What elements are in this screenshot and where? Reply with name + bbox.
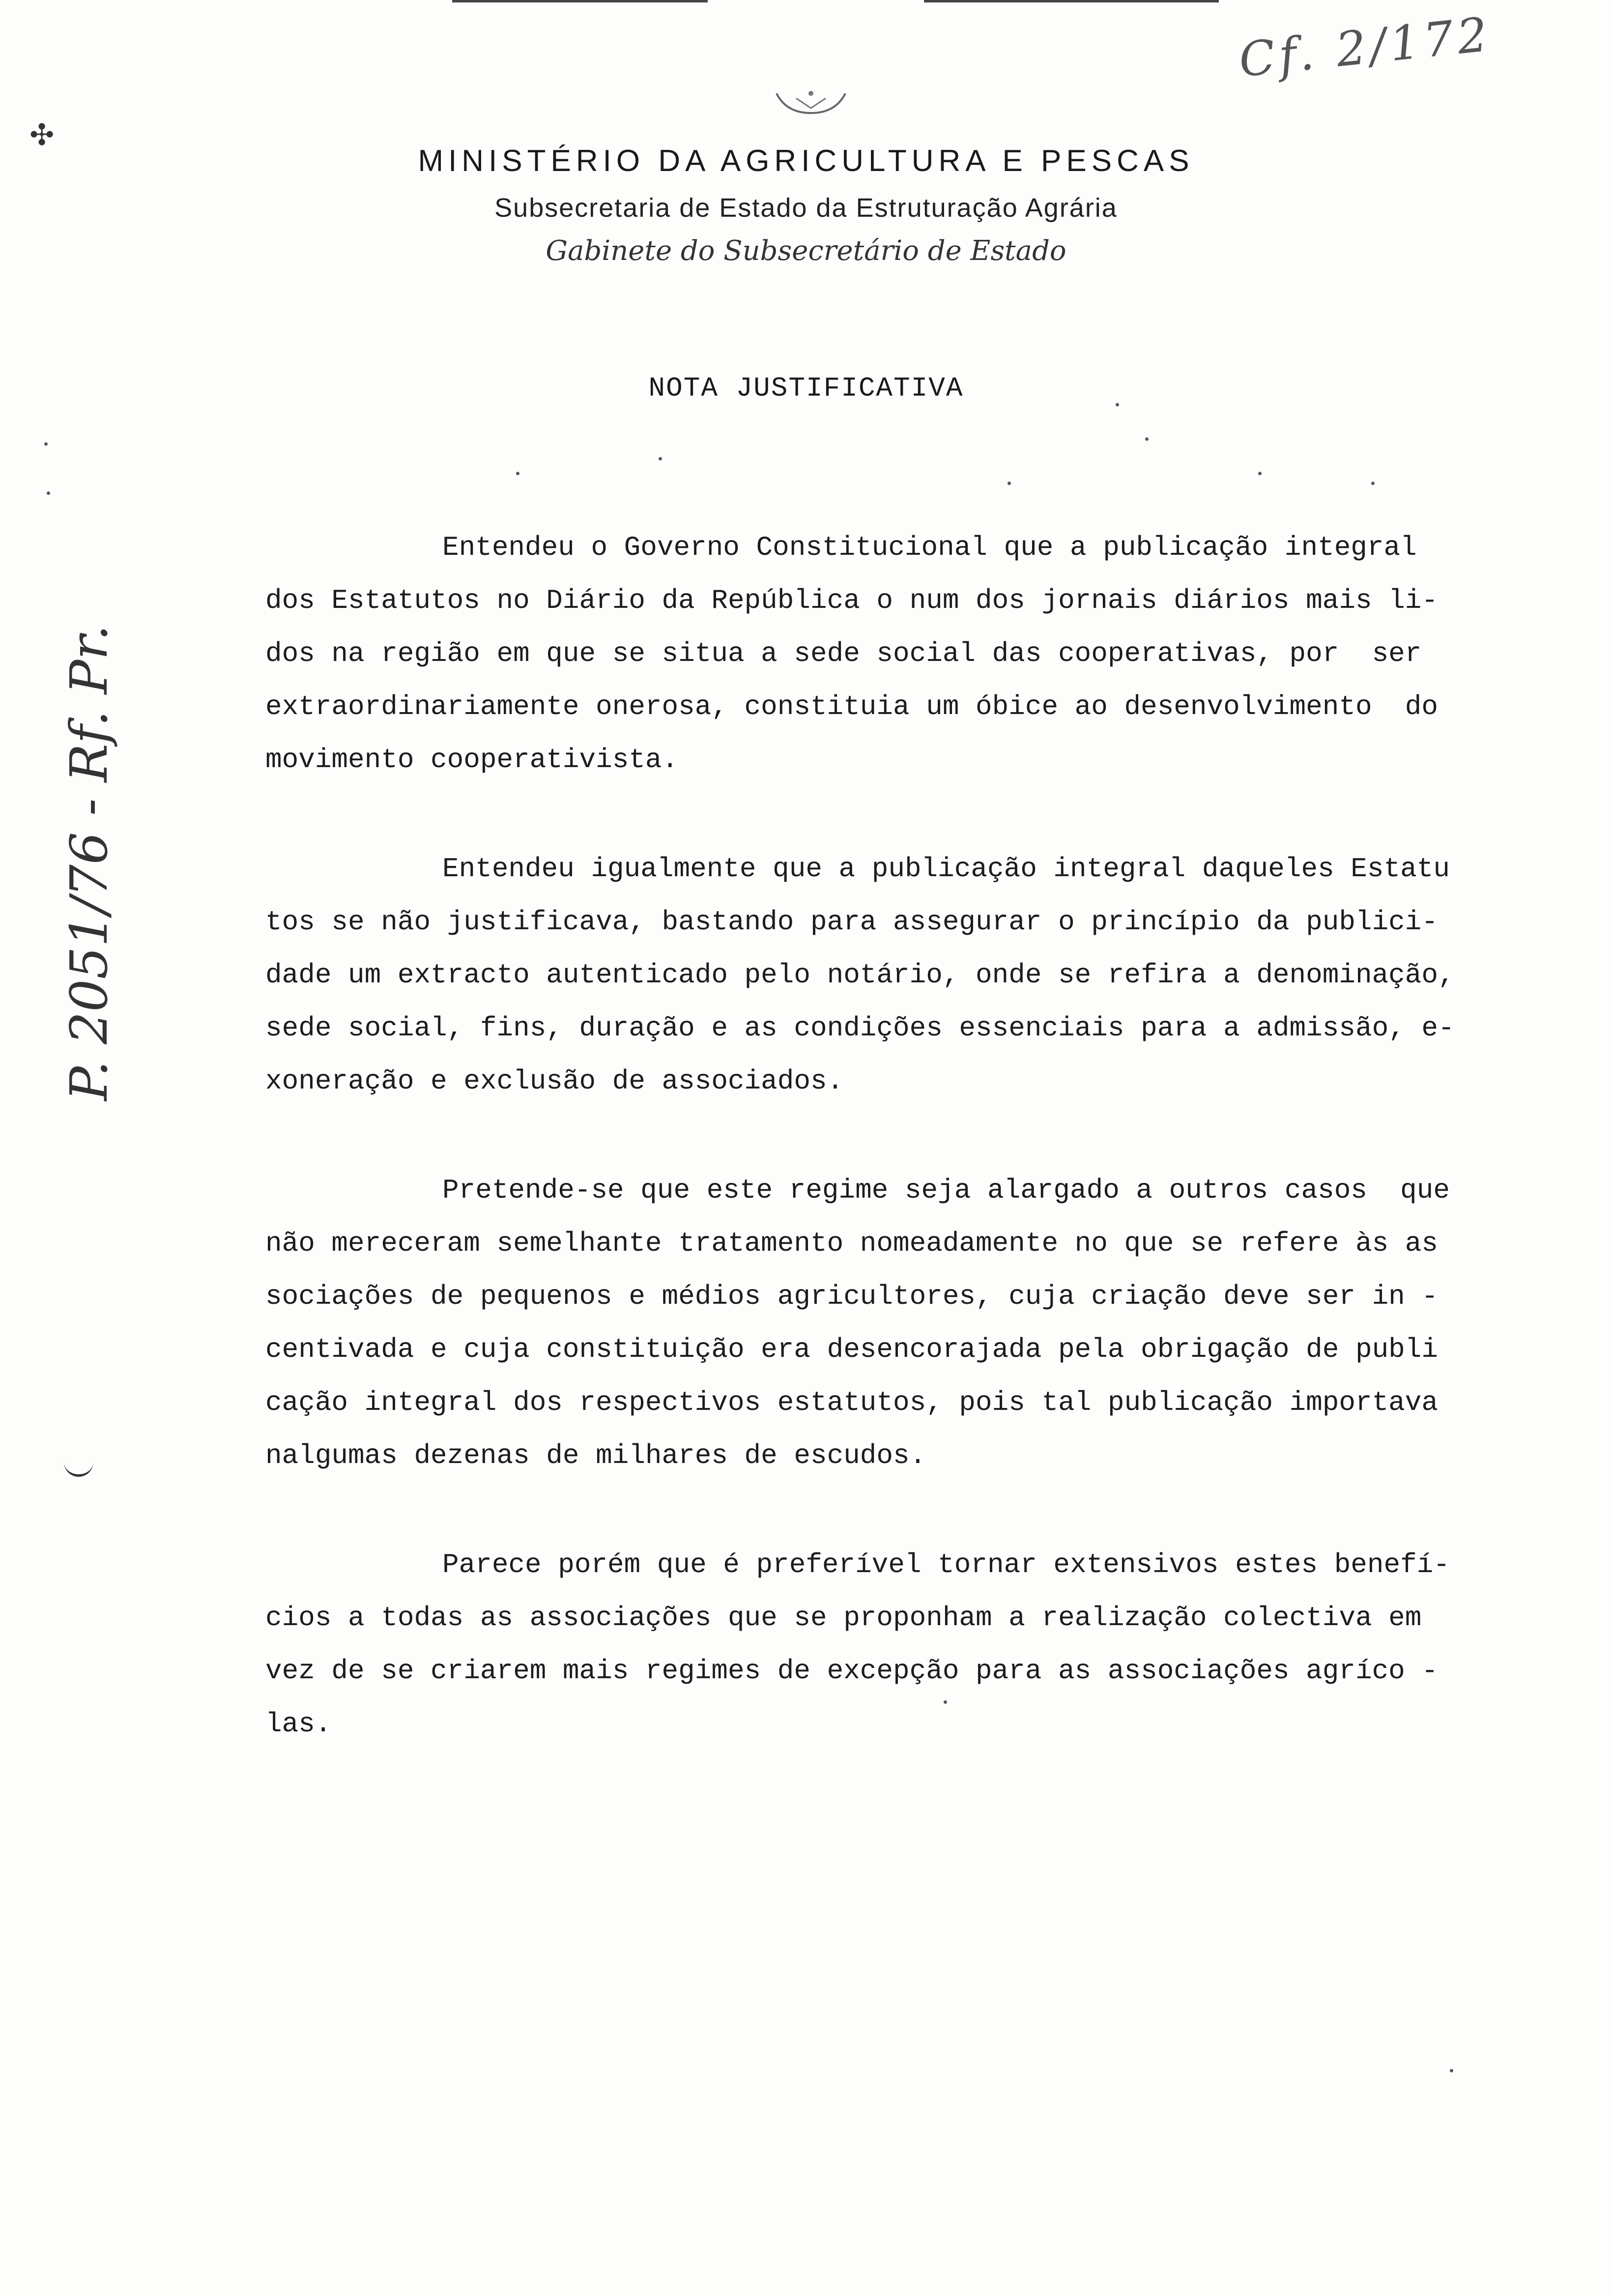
paragraph-line: Entendeu o Governo Constitucional que a publicação integral xyxy=(442,532,1417,563)
scan-artifact-line xyxy=(452,0,708,2)
paragraph-line: Pretende-se que este regime seja alargado a outros casos que xyxy=(442,1175,1450,1206)
paragraph-line: não mereceram semelhante tratamento nomeadamente no que se refere às as xyxy=(265,1228,1438,1259)
paragraph-line: vez de se criarem mais regimes de excepção para as associações agríco - xyxy=(265,1655,1438,1687)
paragraph-line: centivada e cuja constituição era desencorajada pela obrigação de publi xyxy=(265,1334,1438,1365)
paragraph-line: xoneração e exclusão de associados. xyxy=(265,1065,844,1097)
scan-speck xyxy=(1450,2069,1453,2072)
scan-speck xyxy=(659,457,662,460)
scan-speck xyxy=(1258,472,1262,475)
gabinete-heading: Gabinete do Subsecretário de Estado xyxy=(546,235,1066,267)
margin-handwritten-note: P. 2051/76 - Rf. Pr. xyxy=(59,625,119,1101)
paragraph-line: tos se não justificava, bastando para assegurar o princípio da publici- xyxy=(265,906,1438,938)
coat-of-arms-emblem xyxy=(767,84,855,123)
scan-speck xyxy=(944,1700,947,1704)
paragraph-line: sede social, fins, duração e as condições essenciais para a admissão, e- xyxy=(265,1012,1455,1044)
handwritten-reference: Cf. 2/172 xyxy=(1236,6,1494,88)
scan-speck xyxy=(1116,403,1119,406)
paragraph-line: sociações de pequenos e médios agricultores, cuja criação deve ser in - xyxy=(265,1281,1438,1312)
ministry-heading: MINISTÉRIO DA AGRICULTURA E PESCAS xyxy=(418,144,1194,178)
scan-speck xyxy=(44,442,48,446)
secretaria-heading: Subsecretaria de Estado da Estruturação Agrária xyxy=(494,193,1118,223)
paragraph-line: dade um extracto autenticado pelo notário, onde se refira a denominação, xyxy=(265,959,1455,991)
margin-bracket-mark xyxy=(64,1455,93,1477)
paragraph-line: Entendeu igualmente que a publicação integral daqueles Estatu xyxy=(442,853,1450,885)
margin-mark-icon: ✣ xyxy=(29,118,55,152)
paragraph-line: extraordinariamente onerosa, constituia um óbice ao desenvolvimento do xyxy=(265,691,1438,722)
paragraph-2 xyxy=(265,842,1543,1108)
paragraph-line: cação integral dos respectivos estatutos, pois tal publicação importava xyxy=(265,1387,1438,1418)
paragraph-1 xyxy=(265,521,1543,786)
paragraph-4 xyxy=(265,1538,1543,1751)
paragraph-line: las. xyxy=(265,1708,332,1740)
paragraph-line: Parece porém que é preferível tornar extensivos estes benefí- xyxy=(442,1549,1450,1580)
paragraph-line: nalgumas dezenas de milhares de escudos. xyxy=(265,1440,926,1471)
scan-speck xyxy=(47,491,50,495)
document-body xyxy=(265,521,1543,1807)
scan-speck xyxy=(1371,482,1375,485)
paragraph-line: dos na região em que se situa a sede social das cooperativas, por ser xyxy=(265,638,1422,669)
scan-speck xyxy=(1008,482,1011,485)
document-title: NOTA JUSTIFICATIVA xyxy=(648,373,964,404)
paragraph-3 xyxy=(265,1164,1543,1482)
paragraph-line: movimento cooperativista. xyxy=(265,744,679,775)
paragraph-line: dos Estatutos no Diário da República o num dos jornais diários mais li- xyxy=(265,585,1438,616)
scan-speck xyxy=(516,472,519,475)
scan-artifact-line xyxy=(924,0,1219,2)
paragraph-line: cios a todas as associações que se proponham a realização colectiva em xyxy=(265,1602,1422,1634)
scan-speck xyxy=(1145,437,1149,441)
